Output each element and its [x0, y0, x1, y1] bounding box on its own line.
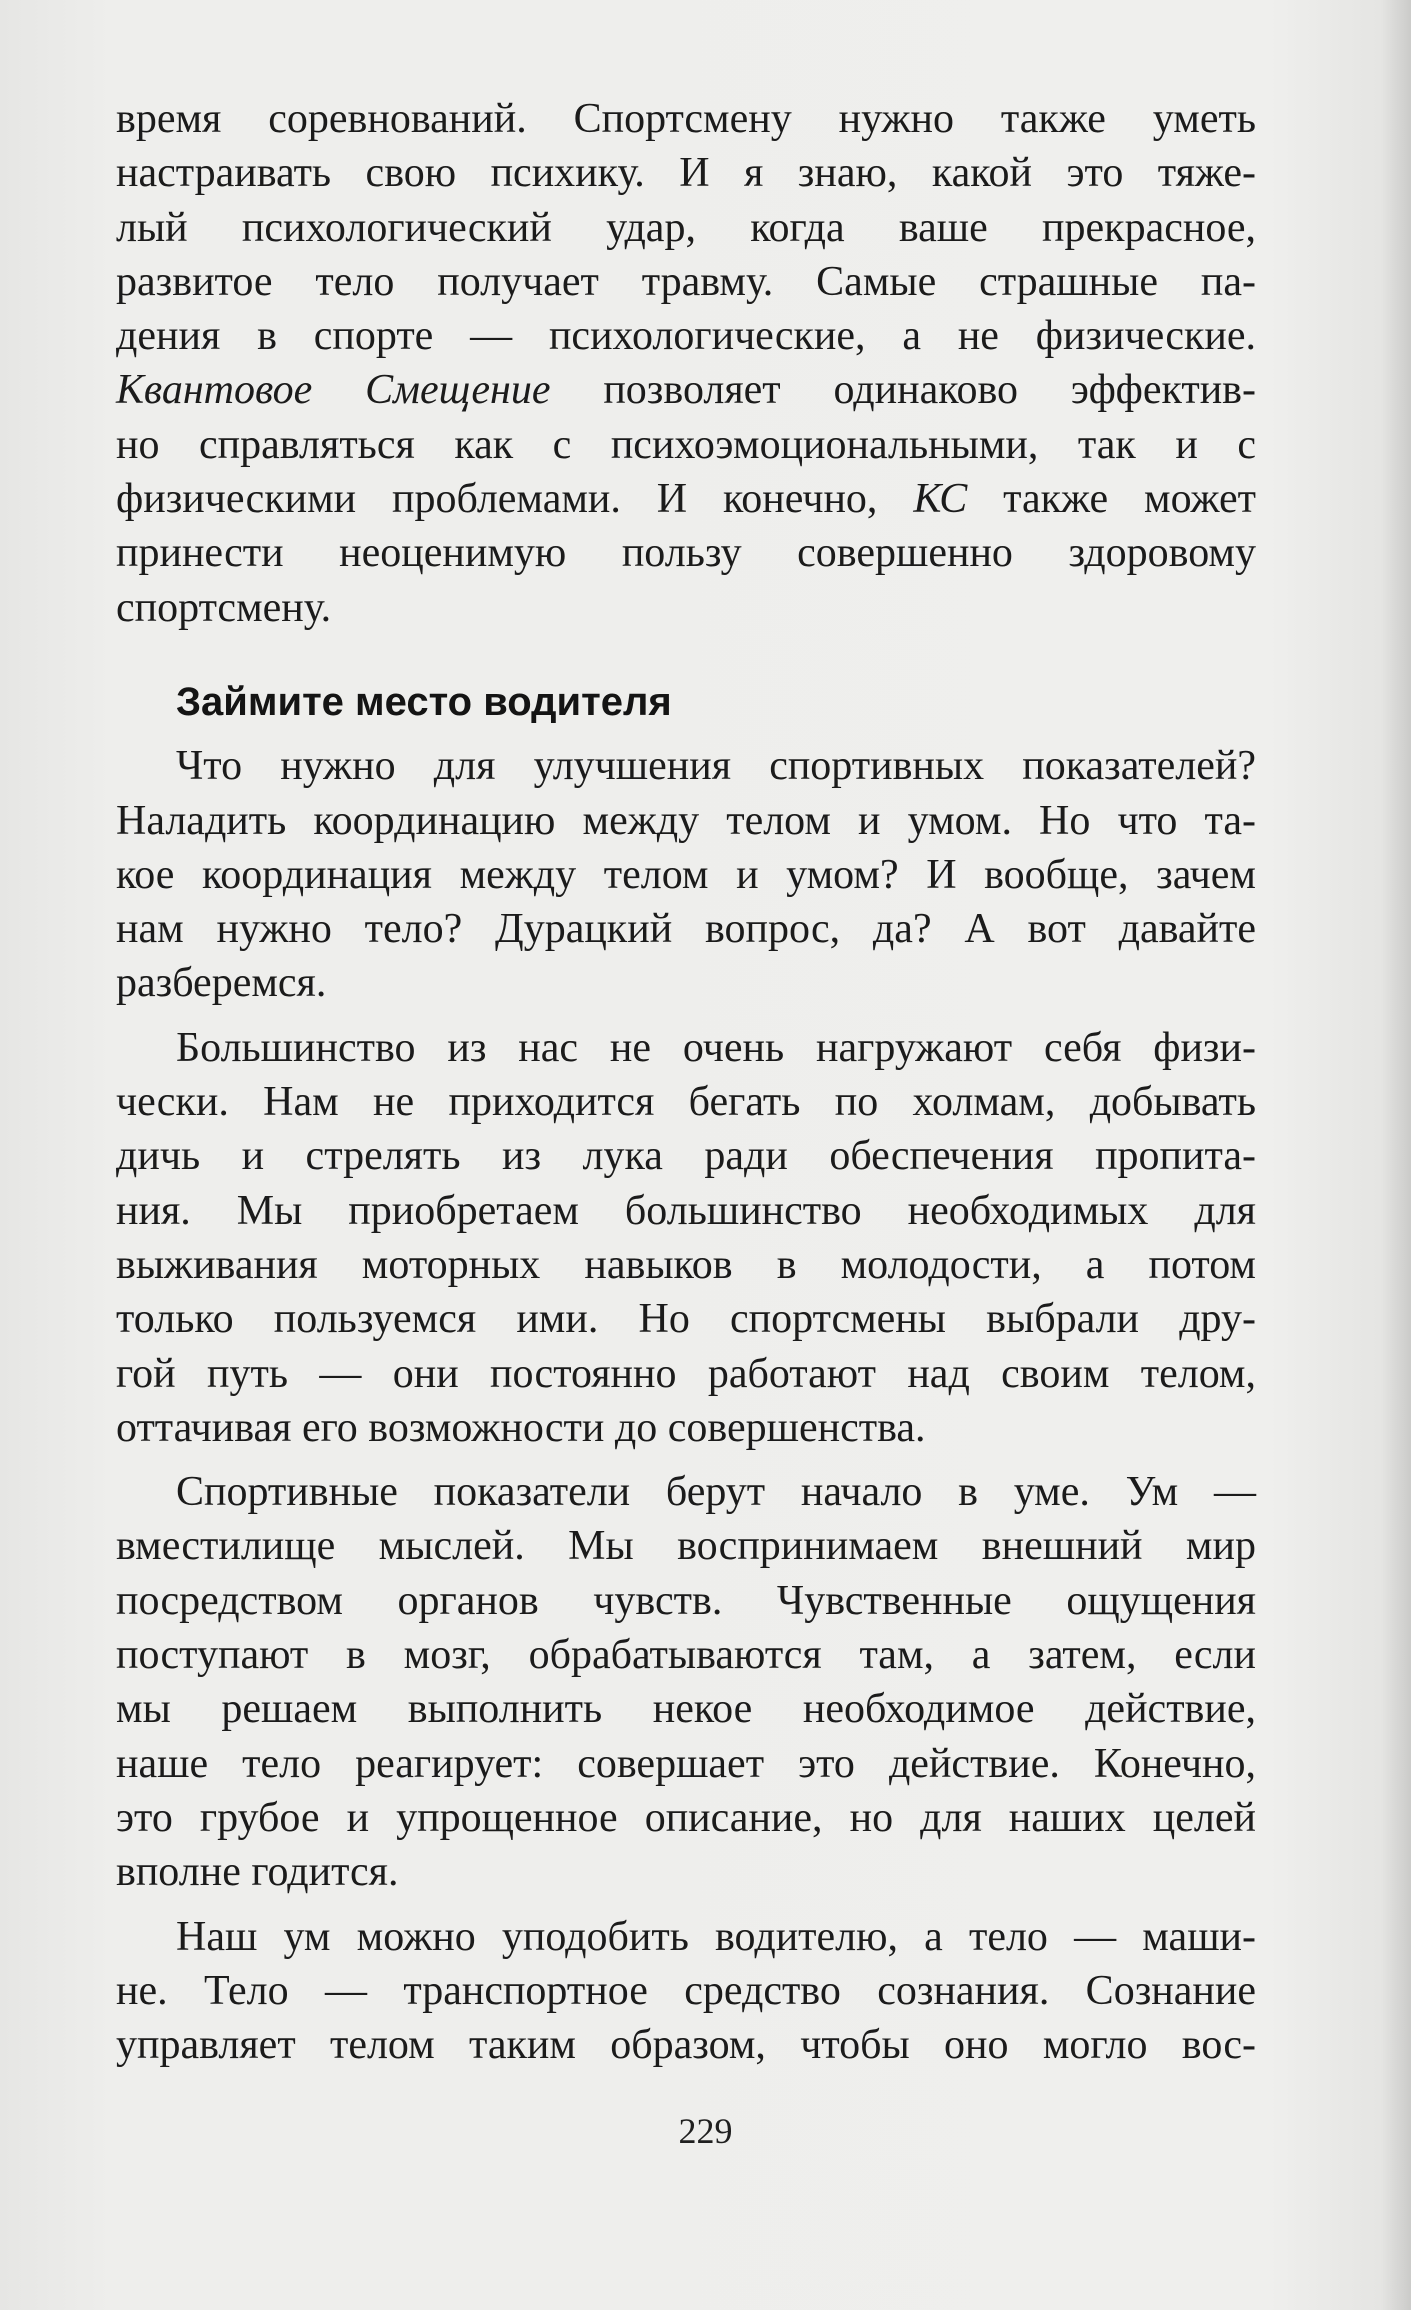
text-line: Наладить координацию между телом и умом. Но что та- [116, 797, 1256, 844]
text-line: физическими проблемами. И конечно, КС также может [116, 476, 1257, 523]
text-line: только пользуемся ими. Но спортсмены выбрали дру- [116, 1296, 1256, 1343]
text-line: вместилище мыслей. Мы воспринимаем внешний мир [116, 1523, 1256, 1570]
page-number: 229 [678, 2111, 733, 2151]
text-line: дичь и стрелять из лука ради обеспечения пропита- [116, 1133, 1256, 1180]
text-line: наше тело реагирует: совершает это действие. Конечно, [116, 1740, 1256, 1787]
text-line: Большинство из нас не очень нагружают себя физи- [176, 1024, 1256, 1071]
text-line: управляет телом таким образом, чтобы оно могло вос- [116, 2022, 1256, 2069]
text-line: не. Тело — транспортное средство сознания. Сознание [116, 1967, 1256, 2014]
text-line: это грубое и упрощенное описание, но для наших целей [116, 1794, 1256, 1841]
text-line: мы решаем выполнить некое необходимое действие, [116, 1686, 1256, 1733]
paragraph [116, 739, 1256, 1010]
page-text [116, 92, 1256, 2072]
paragraph-intro [116, 92, 1256, 635]
text-line: принести неоценимую пользу совершенно здоровому [116, 530, 1256, 577]
paragraph [116, 1910, 1256, 2073]
italic-term: Квантовое Смещение [116, 367, 551, 414]
text-line: ния. Мы приобретаем большинство необходимых для [116, 1187, 1256, 1234]
italic-term: КС [913, 476, 968, 523]
text-line: вполне годится. [116, 1849, 399, 1896]
text-line: посредством органов чувств. Чувственные ощущения [116, 1577, 1256, 1624]
text-line: поступают в мозг, обрабатываются там, а затем, если [116, 1632, 1256, 1679]
paragraph [116, 1465, 1256, 1899]
text-line: спортсмену. [116, 584, 332, 631]
text-line: гой путь — они постоянно работают над своим телом, [116, 1350, 1256, 1397]
text-line: развитое тело получает травму. Самые страшные па- [116, 258, 1256, 305]
text-line: лый психологический удар, когда ваше прекрасное, [116, 204, 1256, 251]
text-line: Квантовое Смещение позволяет одинаково эффектив- [116, 367, 1256, 414]
paragraph [116, 1021, 1256, 1455]
text-line: разберемся. [116, 960, 327, 1007]
text-line: оттачивая его возможности до совершенства. [116, 1404, 926, 1451]
text-line: выживания моторных навыков в молодости, а потом [116, 1241, 1256, 1288]
text-line: кое координация между телом и умом? И вообще, зачем [116, 851, 1256, 898]
text-line: дения в спорте — психологические, а не физические. [116, 313, 1256, 360]
text-line: Наш ум можно уподобить водителю, а тело — маши- [176, 1913, 1256, 1960]
text-line: настраивать свою психику. И я знаю, какой это тяже- [116, 150, 1256, 197]
text-line: чески. Нам не приходится бегать по холмам, добывать [116, 1079, 1256, 1126]
text-line: время соревнований. Спортсмену нужно также уметь [116, 96, 1256, 142]
text-line: Спортивные показатели берут начало в уме. Ум — [176, 1469, 1256, 1516]
page-edge-shadow [1381, 0, 1411, 2310]
text-line: Что нужно для улучшения спортивных показателей? [176, 743, 1256, 790]
section-heading: Займите место водителя [176, 679, 672, 724]
text-line: но справляться как с психоэмоциональными, так и с [116, 421, 1256, 468]
text-line: нам нужно тело? Дурацкий вопрос, да? А вот давайте [116, 906, 1256, 953]
